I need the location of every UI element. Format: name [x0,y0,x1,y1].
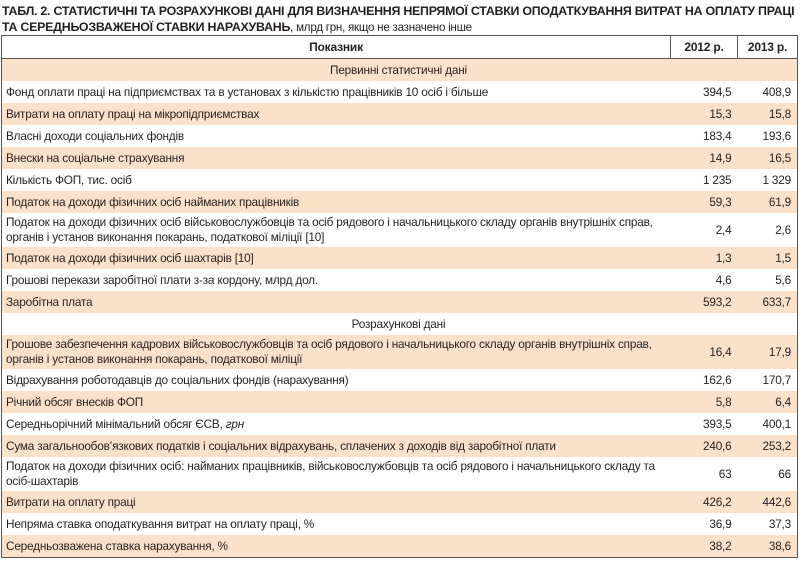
row-label: Грошове забезпечення кадрових військовослужбовців та осіб рядового і начальницького складу органів внутрішніх справ, органів і установ виконання покарань, податкової міліції [2,335,671,369]
section-label: Первинні статистичні дані [2,59,798,82]
table-row [2,291,798,313]
value-2013: 2,6 [775,222,791,237]
row-label: Податок на доходи фізичних осіб: найманих працівників, військовослужбовців та осіб рядового і начальницького складу та осіб-шахтарів [6,459,655,488]
table-row [2,169,798,191]
value-2012: 593,2 [671,291,738,313]
row-label: Витрати на оплату праці на мікропідприємствах [2,103,671,125]
value-2013: 6,4 [738,391,798,413]
row-label: Внески на соціальне страхування [2,147,671,169]
value-2012: 38,2 [671,535,738,558]
row-label: Заробітна плата [2,291,671,313]
row-label: Непряма ставка оподаткування витрат на оплату праці, % [6,516,315,531]
value-2013: 61,9 [738,191,798,213]
value-2013: 37,3 [768,516,791,531]
table-row [2,369,798,391]
value-2013: 633,7 [738,291,798,313]
row-label [2,413,671,435]
table-row [2,269,798,291]
value-2012: 14,9 [671,147,738,169]
table-row [2,125,798,147]
value-2013: 1 329 [762,172,791,187]
row-label: Власні доходи соціальних фондів [6,128,184,143]
value-2012: 240,6 [671,435,738,457]
value-2012: 183,4 [702,128,732,143]
header-row [2,36,798,59]
value-2013: 66 [778,466,791,481]
value-2013: 408,9 [762,84,791,99]
table-row [2,435,798,457]
header-indicator: Показник [2,36,671,59]
table-row [2,413,798,435]
row-label: Фонд оплати праці на підприємствах та в установах з кількістю працівників 10 осіб і більше [6,84,489,99]
table-caption [0,0,800,36]
header-2012: 2012 р. [671,36,738,59]
table-row [2,147,798,169]
row-label-text: Середньорічний мінімальний обсяг ЄСВ, [6,416,226,431]
value-2012: 5,8 [671,391,738,413]
value-2012: 36,9 [709,516,732,531]
table-row [2,247,798,269]
row-label: Податок на доходи фізичних осіб військовослужбовців та осіб рядового і начальницького складу органів внутрішніх справ, органів і установ виконання покарань, податкової міліції [10] [6,215,653,244]
value-2012: 1 235 [702,172,732,187]
value-2013: 16,5 [738,147,798,169]
row-label: Сума загальнообов’язкових податків і соціальних відрахувань, сплачених з доходів від заробітної плати [2,435,671,457]
row-label-unit: грн [225,416,245,431]
section-row [2,313,798,335]
value-2012: 162,6 [702,372,732,387]
row-label: Річний обсяг внесків ФОП [2,391,671,413]
value-2013: 253,2 [738,435,798,457]
row-label: Грошові перекази заробітної плати з-за кордону, млрд дол. [6,272,318,287]
row-label: Податок на доходи фізичних осіб шахтарів [10] [2,247,671,269]
section-row [2,59,798,82]
value-2012: 394,5 [702,84,732,99]
table-row [2,457,798,491]
table-row [2,491,798,513]
table-row [2,81,798,103]
row-label: Середньозважена ставка нарахування, % [2,535,671,558]
value-2013: 193,6 [762,128,791,143]
value-2013: 38,6 [738,535,798,558]
table-row [2,391,798,413]
value-2012: 63 [718,466,732,481]
value-2013: 1,5 [738,247,798,269]
value-2012: 426,2 [671,491,738,513]
section-label: Розрахункові дані [351,316,446,331]
row-label: Витрати на оплату праці [2,491,671,513]
value-2013: 15,8 [738,103,798,125]
value-2012: 393,5 [702,416,732,431]
value-2012: 59,3 [671,191,738,213]
table-row [2,213,798,247]
table-row [2,335,798,369]
value-2012: 16,4 [671,335,738,369]
header-2013: 2013 р. [738,36,798,59]
value-2013: 400,1 [762,416,791,431]
value-2012: 2,4 [715,222,732,237]
table-title: ТАБЛ. 2. СТАТИСТИЧНІ ТА РОЗРАХУНКОВІ ДАНІ ДЛЯ ВИЗНАЧЕННЯ НЕПРЯМОЇ СТАВКИ ОПОДАТКУВАННЯ ВИТРАТ НА ОПЛАТУ ПРАЦІ ТА СЕРЕДНЬОЗВАЖЕНОЇ СТАВКИ НАРАХУВАНЬ [2,4,795,34]
row-label: Відрахування роботодавців до соціальних фондів (нарахування) [6,372,349,387]
row-label: Кількість ФОП, тис. осіб [6,172,132,187]
table-row [2,513,798,535]
value-2013: 17,9 [738,335,798,369]
value-2013: 442,6 [738,491,798,513]
value-2013: 170,7 [762,372,791,387]
row-label: Податок на доходи фізичних осіб найманих працівників [2,191,671,213]
table-row [2,191,798,213]
table-row [2,103,798,125]
table-units-note: , млрд грн, якщо не зазначено інше [290,21,472,34]
value-2012: 15,3 [671,103,738,125]
value-2012: 4,6 [715,272,732,287]
value-2012: 1,3 [671,247,738,269]
data-table [1,35,798,558]
table-row [2,535,798,558]
value-2013: 5,6 [775,272,791,287]
